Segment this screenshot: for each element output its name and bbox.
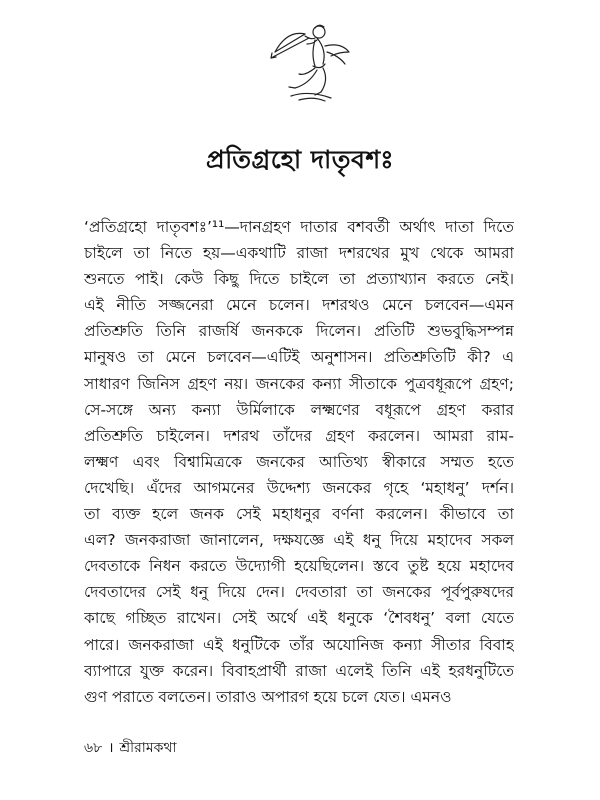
text-line: এল? জনকরাজা জানালেন, দক্ষযজ্ঞে এই ধনু দিয়ে মহাদেব সকল xyxy=(84,531,514,550)
body-text xyxy=(84,214,514,710)
text-line: গুণ পরাতে বলতেন। তারাও অপারগ হয়ে চলে যেত। এমনও xyxy=(84,687,452,706)
text-line: তা ব্যক্ত হলে জনক সেই মহাধনুর বর্ণনা করলেন। কীভাবে তা xyxy=(84,505,514,524)
text-line: প্রতিশ্রুতি চাইলেন। দশরথ তাঁদের গ্রহণ করলেন। আমরা রাম- xyxy=(84,426,514,445)
text-line: পারে। জনকরাজা এই ধনুটিকে তাঁর অযোনিজ কন্যা সীতার বিবাহ xyxy=(84,635,514,654)
page-number: ৬৮ xyxy=(84,740,103,756)
text-line: দেবতাকে নিধন করতে উদ্যোগী হয়েছিলেন। স্তবে তুষ্ট হয়ে মহাদেব xyxy=(84,557,514,576)
text-line: চাইলে তা নিতে হয়—একথাটি রাজা দশরথের মুখ থেকে আমরা xyxy=(84,244,514,263)
text-line: ব্যাপারে যুক্ত করেন। বিবাহপ্রার্থী রাজা এলেই তিনি এই হরধনুটিতে xyxy=(84,661,514,680)
text-line: কাছে গচ্ছিত রাখেন। সেই অর্থে এই ধনুকে ‘শৈবধনু’ বলা যেতে xyxy=(84,609,514,628)
text-line: এই নীতি সজ্জনেরা মেনে চলেন। দশরথও মেনে চলবেন—এমন xyxy=(84,296,514,315)
text-line: দেবতাদের সেই ধনু দিয়ে দেন। দেবতারা তা জনকের পূর্বপুরুষদের xyxy=(84,583,514,602)
book-title: শ্রীরামকথা xyxy=(119,740,177,756)
text-line: লক্ষ্মণ এবং বিশ্বামিত্রকে জনকের আতিথ্য স্বীকারে সম্মত হতে xyxy=(84,452,514,471)
archer-figure-icon xyxy=(265,22,355,104)
page-title: প্রতিগ্রহো দাতৃবশঃ xyxy=(205,145,395,174)
text-line: প্রতিশ্রুতি তিনি রাজর্ষি জনককে দিলেন। প্রতিটি শুভবুদ্ধিসম্পন্ন xyxy=(84,322,514,341)
text-line: শুনতে পাই। কেউ কিছু দিতে চাইলে তা প্রত্যাখ্যান করতে নেই। xyxy=(84,270,514,289)
text-line: দেখেছি। এঁদের আগমনের উদ্দেশ্য জনকের গৃহে ‘মহাধনু’ দর্শন। xyxy=(84,478,514,497)
text-line: ‘প্রতিগ্রহো দাতৃবশঃ’¹¹—দানগ্রহণ দাতার বশবর্তী অর্থাৎ দাতা দিতে xyxy=(84,218,514,236)
text-line: সে-সঙ্গে অন্য কন্যা উর্মিলাকে লক্ষ্মণের বধূরূপে গ্রহণ করার xyxy=(84,400,514,419)
page-footer xyxy=(84,736,177,760)
text-line: মানুষও তা মেনে চলবেন—এটিই অনুশাসন। প্রতিশ্রুতিটি কী? এ xyxy=(84,348,514,367)
footer-separator: । xyxy=(108,740,114,756)
text-line: সাধারণ জিনিস গ্রহণ নয়। জনকের কন্যা সীতাকে পুত্রবধূরূপে গ্রহণ; xyxy=(84,374,514,393)
